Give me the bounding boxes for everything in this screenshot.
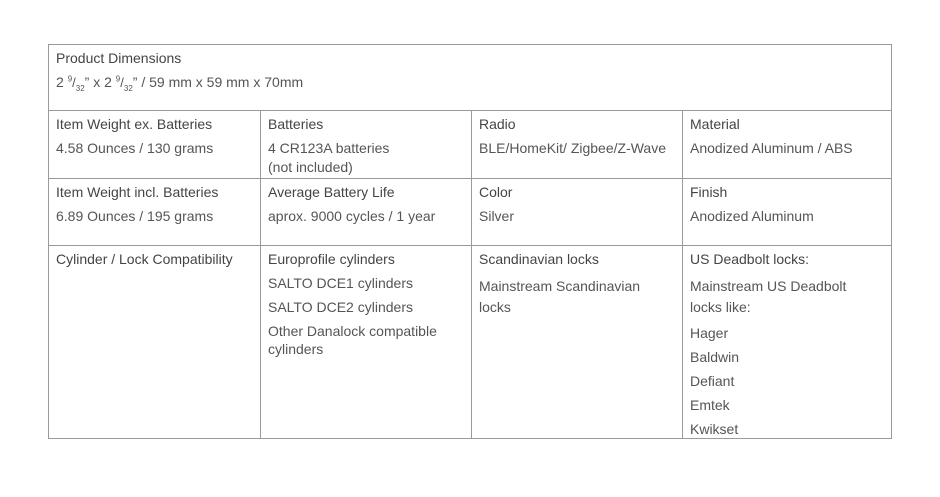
us-deadbolt-brand: Emtek — [690, 397, 730, 413]
batteries-value-line-1: 4 CR123A batteries — [268, 140, 390, 156]
color-cell — [471, 179, 682, 245]
europrofile-item: SALTO DCE1 cylinders — [268, 275, 413, 291]
material-cell — [682, 111, 892, 178]
weight-ex-cell — [49, 111, 260, 178]
batteries-label: Batteries — [268, 116, 324, 132]
spec-table — [48, 44, 892, 439]
compat-cell — [49, 246, 260, 439]
batteries-value-line-2: (not included) — [268, 159, 353, 175]
spec-row-2 — [49, 179, 891, 246]
dimensions-row — [49, 45, 891, 111]
battery-life-cell — [260, 179, 471, 245]
dim-mid: ” x 2 — [84, 74, 112, 90]
material-value: Anodized Aluminum / ABS — [690, 140, 853, 156]
dimensions-label: Product Dimensions — [56, 50, 182, 66]
us-deadbolt-brand: Hager — [690, 325, 729, 341]
compat-label: Cylinder / Lock Compatibility — [56, 251, 233, 267]
color-label: Color — [479, 184, 513, 200]
us-deadbolt-cell — [682, 246, 892, 439]
weight-incl-cell — [49, 179, 260, 245]
finish-cell — [682, 179, 892, 245]
finish-label: Finish — [690, 184, 728, 200]
scandinavian-cell — [471, 246, 682, 439]
scandinavian-label: Scandinavian locks — [479, 251, 599, 267]
scandinavian-value: Mainstream Scandinavian locks — [479, 278, 641, 315]
spec-row-1 — [49, 111, 891, 179]
dim-slash-1: / — [72, 75, 76, 90]
dimensions-cell — [49, 45, 891, 110]
weight-incl-value: 6.89 Ounces / 195 grams — [56, 208, 214, 224]
us-deadbolt-brand: Baldwin — [690, 349, 740, 365]
dimensions-value — [56, 73, 891, 92]
weight-ex-value: 4.58 Ounces / 130 grams — [56, 140, 214, 156]
europrofile-item: SALTO DCE2 cylinders — [268, 299, 413, 315]
dim-whole-1: 2 — [56, 74, 64, 90]
us-deadbolt-intro: Mainstream US Deadbolt locks like: — [690, 278, 847, 315]
radio-value: BLE/HomeKit/ Zigbee/Z-Wave — [479, 140, 666, 156]
dim-denominator-1: 32 — [75, 83, 85, 93]
europrofile-item: Other Danalock compatible cylinders — [268, 323, 437, 357]
dim-numerator-2: 9 — [115, 74, 121, 84]
dim-slash-2: / — [120, 75, 124, 90]
battery-life-value: aprox. 9000 cycles / 1 year — [268, 208, 436, 224]
material-label: Material — [690, 116, 740, 132]
spec-row-3 — [49, 246, 891, 439]
batteries-cell — [260, 111, 471, 178]
battery-life-label: Average Battery Life — [268, 184, 395, 200]
dim-rest: ” / 59 mm x 59 mm x 70mm — [132, 74, 304, 90]
radio-label: Radio — [479, 116, 516, 132]
us-deadbolt-brand: Kwikset — [690, 421, 739, 437]
us-deadbolt-label: US Deadbolt locks: — [690, 251, 810, 267]
europrofile-cell — [260, 246, 471, 439]
weight-incl-label: Item Weight incl. Batteries — [56, 184, 219, 200]
weight-ex-label: Item Weight ex. Batteries — [56, 116, 213, 132]
dim-numerator-1: 9 — [67, 74, 73, 84]
radio-cell — [471, 111, 682, 178]
finish-value: Anodized Aluminum — [690, 208, 814, 224]
color-value: Silver — [479, 208, 515, 224]
dim-denominator-2: 32 — [123, 83, 133, 93]
europrofile-label: Europrofile cylinders — [268, 251, 395, 267]
us-deadbolt-brand: Defiant — [690, 373, 735, 389]
